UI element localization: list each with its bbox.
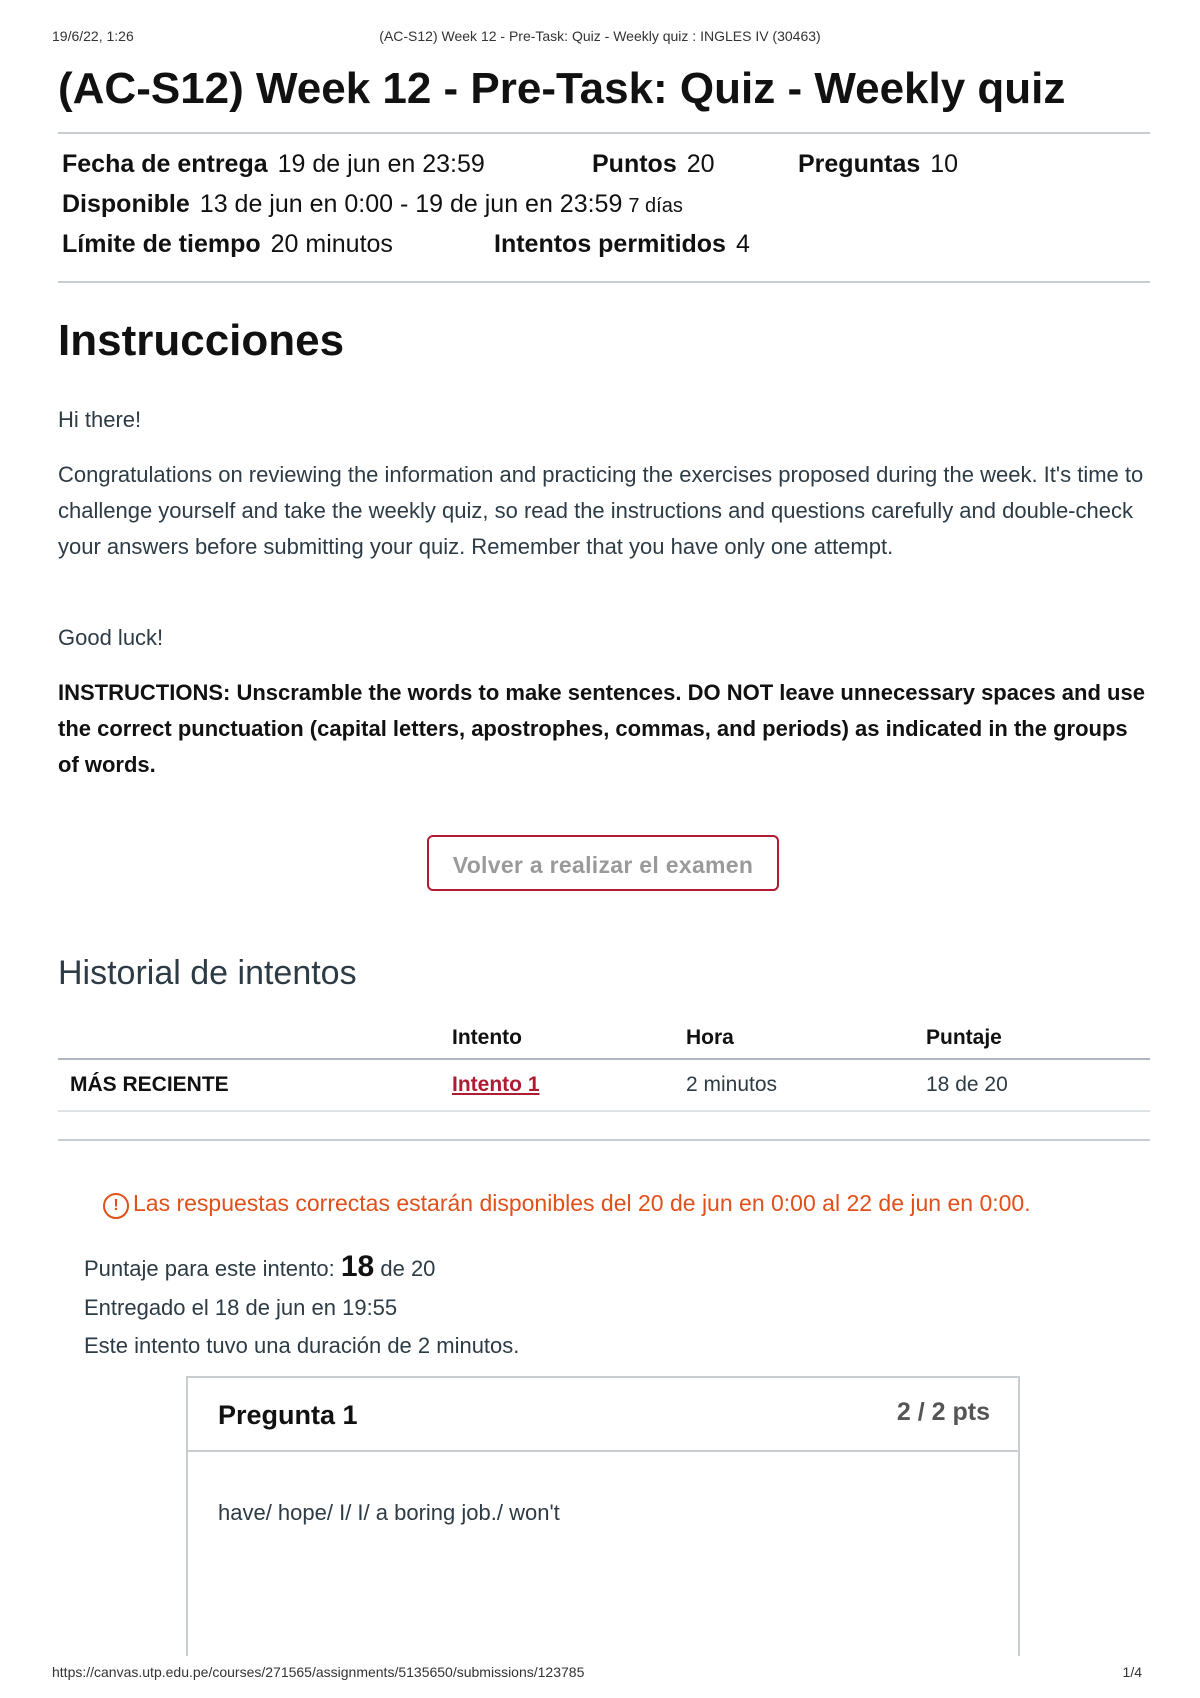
question-header: [188, 1378, 1018, 1452]
print-header: [52, 28, 1148, 48]
time-limit-label: Límite de tiempo: [62, 230, 261, 258]
availability-value: 13 de jun en 0:00 - 19 de jun en 23:59: [199, 190, 623, 218]
question-name: Pregunta 1: [218, 1400, 358, 1430]
divider: [58, 281, 1150, 283]
points-value: 20: [686, 150, 715, 178]
attempt-score-label: Puntaje para este intento:: [84, 1256, 335, 1281]
column-header-attempt: Intento: [452, 1018, 686, 1059]
time-cell: 2 minutos: [686, 1059, 926, 1111]
attempt-submitted: Entregado el 18 de jun en 19:55: [84, 1295, 398, 1320]
attempt-1-link[interactable]: Intento 1: [452, 1073, 540, 1096]
attempt-score: [84, 1250, 435, 1284]
availability-days: 7 días: [628, 195, 683, 217]
print-footer: [52, 1664, 1148, 1684]
most-recent-label: MÁS RECIENTE: [58, 1059, 452, 1111]
questions-count: [798, 150, 958, 179]
availability: [62, 190, 683, 219]
attempt-score-of: de 20: [380, 1256, 436, 1281]
column-header-empty: [58, 1018, 452, 1059]
score-cell: 18 de 20: [926, 1059, 1150, 1111]
notice-text: Las respuestas correctas estarán disponibles del 20 de jun en 0:00 al 22 de jun en 0:00.: [133, 1190, 1031, 1216]
column-header-time: Hora: [686, 1018, 926, 1059]
print-page-title: (AC-S12) Week 12 - Pre-Task: Quiz - Weekly quiz : INGLES IV (30463): [379, 28, 821, 44]
instructions-body: Congratulations on reviewing the information and practicing the exercises proposed during the week. It's time to challenge yourself and take the weekly quiz, so read the instructions and questions carefully and double-check your answers before submitting your quiz. Remember that you have only one attempt.: [58, 462, 1144, 559]
due-date: [62, 150, 485, 179]
divider: [58, 132, 1150, 134]
history-heading: Historial de intentos: [58, 954, 357, 992]
attempt-score-value: 18: [340, 1250, 375, 1283]
instructions-good-luck: Good luck!: [58, 625, 164, 650]
question-card: [186, 1376, 1020, 1656]
questions-value: 10: [930, 150, 959, 178]
availability-label: Disponible: [62, 190, 190, 218]
attempts-allowed: [494, 230, 750, 259]
instructions-heading: Instrucciones: [58, 316, 345, 365]
print-date: 19/6/22, 1:26: [52, 28, 134, 44]
points: [592, 150, 715, 179]
attempts-allowed-label: Intentos permitidos: [494, 230, 726, 258]
due-date-label: Fecha de entrega: [62, 150, 268, 178]
time-limit: [62, 230, 393, 259]
print-url: https://canvas.utp.edu.pe/courses/271565/assignments/5135650/submissions/123785: [52, 1664, 585, 1680]
question-points: 2 / 2 pts: [896, 1398, 990, 1426]
divider: [58, 1139, 1150, 1141]
print-page-number: 1/4: [1122, 1664, 1142, 1680]
attempt-cell: [452, 1059, 686, 1111]
due-date-value: 19 de jun en 23:59: [277, 150, 485, 178]
retake-quiz-button[interactable]: Volver a realizar el examen: [427, 835, 779, 891]
table-row: [58, 1059, 1150, 1111]
attempts-allowed-value: 4: [735, 230, 750, 258]
attempt-history-table: [58, 1018, 1150, 1112]
table-header-row: [58, 1018, 1150, 1059]
questions-label: Preguntas: [798, 150, 921, 178]
column-header-score: Puntaje: [926, 1018, 1150, 1059]
question-text: have/ hope/ I/ I/ a boring job./ won't: [218, 1500, 560, 1525]
page-title: (AC-S12) Week 12 - Pre-Task: Quiz - Weekly quiz: [58, 64, 1066, 113]
instructions-bold: INSTRUCTIONS: Unscramble the words to make sentences. DO NOT leave unnecessary spaces and use the correct punctuation (capital letters, apostrophes, commas, and periods) as indicated in the groups of words.: [58, 680, 1145, 777]
answers-availability-notice: [103, 1190, 1031, 1219]
alert-circle-icon: !: [103, 1193, 129, 1219]
attempt-duration: Este intento tuvo una duración de 2 minutos.: [84, 1333, 520, 1358]
instructions-greeting: Hi there!: [58, 407, 142, 432]
points-label: Puntos: [592, 150, 677, 178]
time-limit-value: 20 minutos: [270, 230, 393, 258]
